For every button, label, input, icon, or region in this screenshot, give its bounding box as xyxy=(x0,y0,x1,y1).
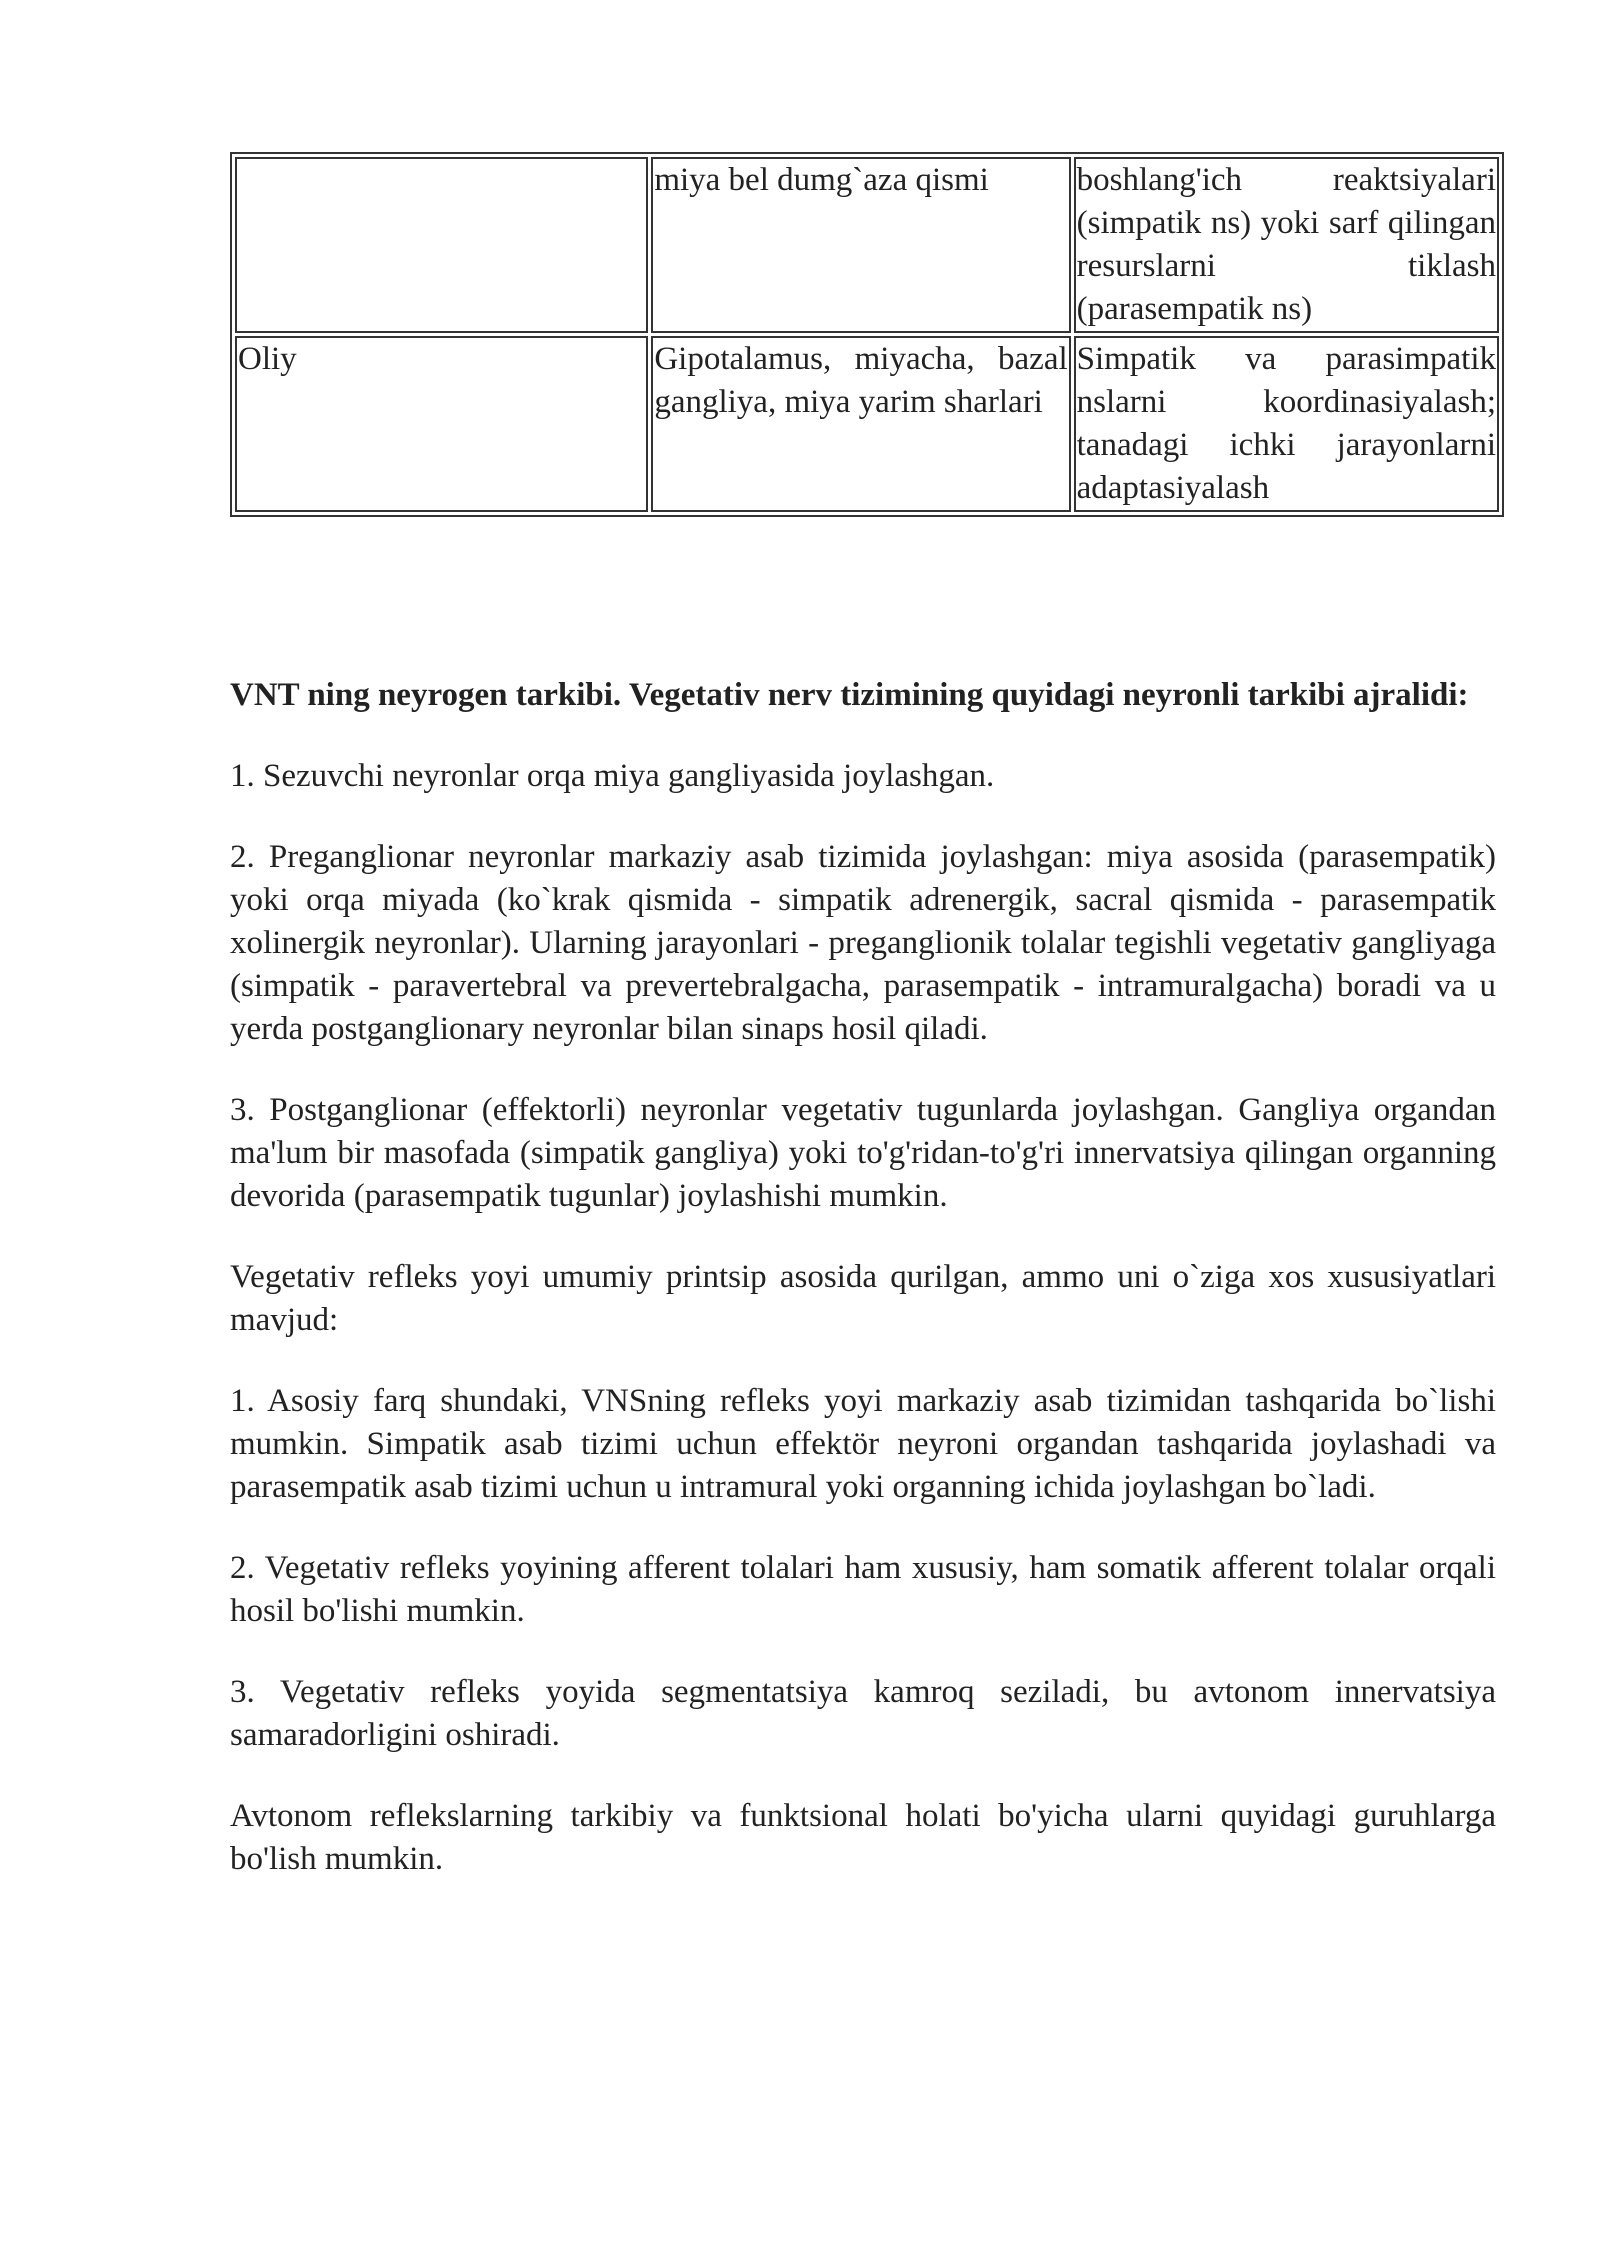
table-cell-structure: Gipotalamus, miyacha, bazal gangliya, miya yarim sharlari xyxy=(651,336,1070,512)
paragraph: 1. Sezuvchi neyronlar orqa miya gangliyasida joylashgan. xyxy=(230,758,995,794)
paragraph: 2. Vegetativ refleks yoyining afferent tolalari ham xususiy, ham somatik afferent tolalar orqali hosil bo'lishi mumkin. xyxy=(230,1550,1496,1629)
paragraph: Avtonom reflekslarning tarkibiy va funktsional holati bo'yicha ularni quyidagi guruhlarga bo'lish mumkin. xyxy=(230,1798,1496,1877)
paragraph: 1. Asosiy farq shundaki, VNSning refleks yoyi markaziy asab tizimidan tashqarida bo`lishi mumkin. Simpatik asab tizimi uchun effektör neyroni organdan tashqarida joylashadi va parasempatik asab tizimi uchun u intramural yoki organning ichida joylashgan bo`ladi. xyxy=(230,1383,1496,1505)
paragraph: Vegetativ refleks yoyi umumiy printsip asosida qurilgan, ammo uni o`ziga xos xususiyatlari mavjud: xyxy=(230,1259,1496,1338)
paragraph: 2. Preganglionar neyronlar markaziy asab tizimida joylashgan: miya asosida (parasempatik) yoki orqa miyada (ko`krak qismida - simpatik adrenergik, sacral qismida - parasempatik xolinergik neyronlar). Ularning jarayonlari - preganglionik tolalar tegishli vegetativ gangliyaga (simpatik - paravertebral va prevertebralgacha, parasempatik - intramuralgacha) boradi va u yerda postganglionary neyronlar bilan sinaps hosil qiladi. xyxy=(230,839,1496,1047)
paragraph: 3. Vegetativ refleks yoyida segmentatsiya kamroq seziladi, bu avtonom innervatsiya samaradorligini oshiradi. xyxy=(230,1674,1496,1753)
table-row xyxy=(235,336,1499,512)
section-heading: VNT ning neyrogen tarkibi. Vegetativ nerv tizimining quyidagi neyronli tarkibi ajralidi: xyxy=(230,677,1469,713)
content-table xyxy=(230,152,1504,517)
table-row xyxy=(235,157,1499,333)
table-cell-structure: miya bel dumg`aza qismi xyxy=(651,157,1070,333)
paragraph: 3. Postganglionar (effektorli) neyronlar vegetativ tugunlarda joylashgan. Gangliya organdan ma'lum bir masofada (simpatik gangliya) yoki to'g'ridan-to'g'ri innervatsiya qilingan organning devorida (parasempatik tugunlar) joylashishi mumkin. xyxy=(230,1092,1496,1214)
document-body xyxy=(230,674,1496,1919)
table-cell-level: Oliy xyxy=(235,336,648,512)
table-cell-level xyxy=(235,157,648,333)
table-cell-function: boshlang'ich reaktsiyalari (simpatik ns) yoki sarf qilingan resurslarni tiklash (parasempatik ns) xyxy=(1074,157,1499,333)
table-cell-function: Simpatik va parasimpatik nslarni koordinasiyalash; tanadagi ichki jarayonlarni adaptasiyalash xyxy=(1074,336,1499,512)
